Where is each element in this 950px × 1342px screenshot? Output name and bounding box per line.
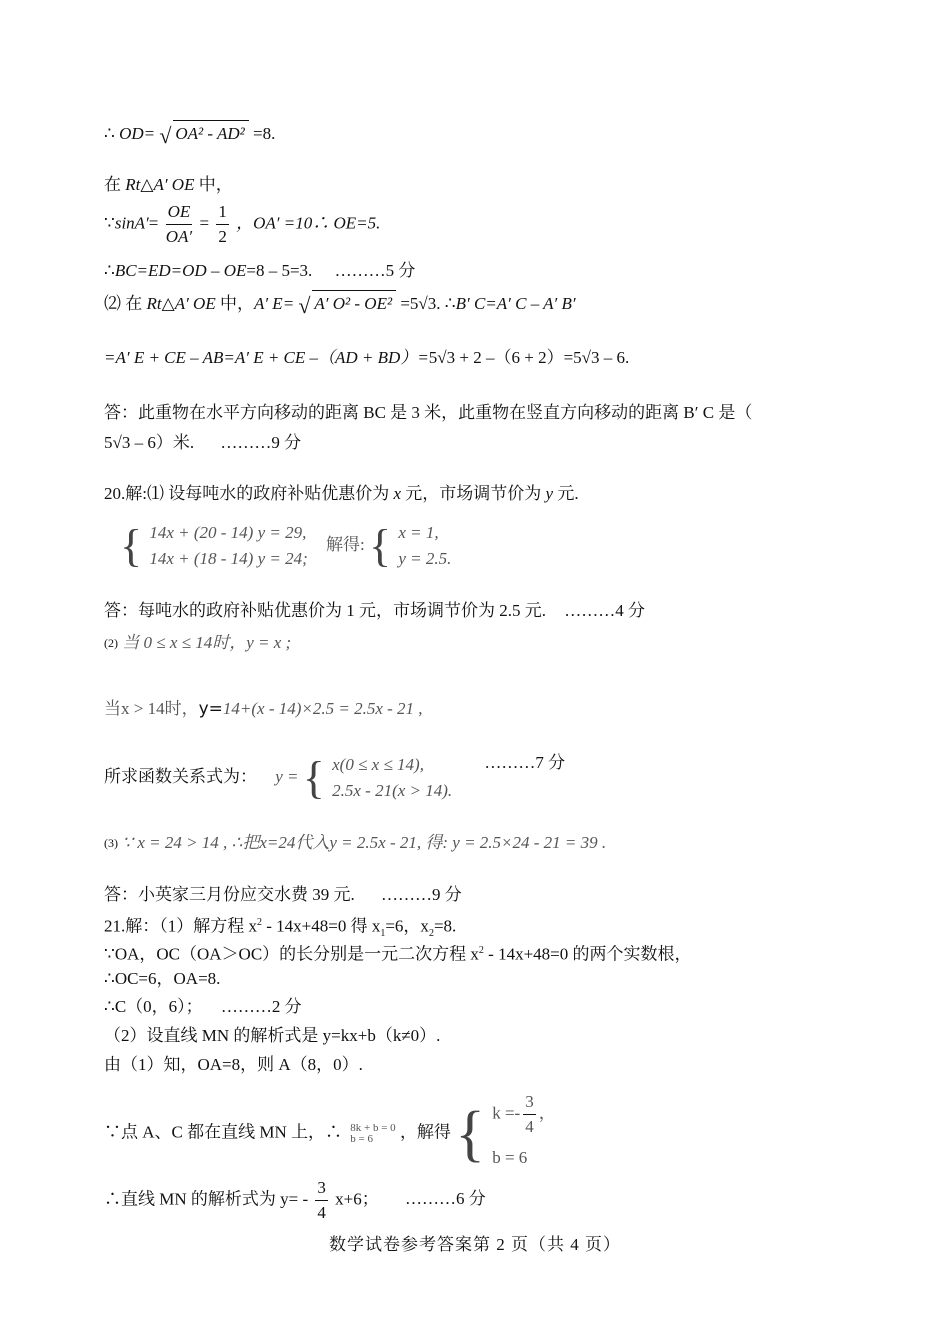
text: =A′ E + CE – AB=A′ E + CE –（AD + BD）= (104, 348, 429, 367)
text: x (393, 484, 402, 503)
text: k =- (492, 1103, 521, 1123)
text: y (545, 484, 554, 503)
because-sym: ∵ (104, 213, 115, 233)
score-mark: ………9 分 (381, 885, 462, 904)
q21-system (104, 1090, 556, 1177)
text: A′ OE (153, 175, 195, 194)
therefore-sym: ∴ (104, 261, 115, 280)
system-equations (149, 520, 307, 572)
solution: x = 1, (398, 523, 439, 542)
part-number: (3) (104, 836, 118, 850)
text: ∴直线 MN 的解析式为 y= - (104, 1189, 309, 1209)
answer-20-3 (104, 884, 462, 906)
numerator: OE (166, 200, 193, 225)
answer-19: 答：此重物在水平方向移动的距离 BC 是 3 米，此重物在竖直方向移动的距离 B′ C 是（ (104, 403, 753, 422)
q20-2-case2 (104, 698, 423, 720)
score-mark: ………2 分 (220, 997, 302, 1016)
text: 20.解:⑴ 设每吨水的政府补贴优惠价为 (104, 484, 394, 503)
q21-2: （2）设直线 MN 的解析式是 y=kx+b（k≠0）. (104, 1026, 441, 1045)
brace-left: { (302, 752, 325, 803)
k-solution (492, 1090, 556, 1139)
text: BC=ED=OD – OE (114, 261, 247, 280)
equation: 8k + b = 0 (350, 1121, 396, 1134)
denominator: 4 (317, 1203, 326, 1222)
answer-20-1 (104, 600, 645, 622)
q21-point-a: 由（1）知，OA=8，则 A（8，0）. (104, 1055, 363, 1074)
solution: y = 2.5. (398, 549, 452, 568)
subscript: 2 (428, 928, 434, 940)
numerator: 3 (523, 1090, 536, 1115)
text: 元. (553, 484, 579, 503)
text: y= (198, 699, 223, 719)
text: + 2 –（6 + 2）= (455, 348, 574, 367)
q20-2-case1 (104, 632, 291, 654)
line-part2 (104, 290, 576, 318)
text: 元，市场调节价为 (401, 484, 546, 503)
text: ⑵ 在 (104, 294, 147, 313)
text: 当x > 14时， (104, 699, 199, 718)
text: 5√3 (104, 433, 131, 452)
text: 5√3 (428, 348, 456, 367)
line-sin (104, 200, 380, 249)
numerator: 3 (315, 1176, 328, 1201)
text: 解得: (326, 534, 365, 554)
brace-left: { (120, 520, 143, 571)
denominator: 2 (218, 227, 227, 246)
od-result: =8. (252, 124, 276, 143)
text: ∵点 A、C 都在直线 MN 上，∴ (104, 1122, 343, 1142)
text: sinA′ (114, 213, 149, 233)
piecewise-function (332, 752, 452, 804)
text: 中， (215, 294, 254, 313)
text: ，解得 (399, 1122, 451, 1142)
q21-point-c (104, 996, 302, 1018)
text: y = (275, 766, 299, 786)
text: =8 – 5=3. (246, 261, 313, 280)
superscript: 2 (478, 945, 484, 956)
q20-heading (104, 483, 579, 505)
od-label: OD= (119, 124, 156, 143)
text: 答：小英家三月份应交水费 39 元. (104, 885, 355, 904)
fraction-oe-oa (166, 200, 193, 249)
text: – 6. (599, 348, 630, 367)
score-mark: ………4 分 (564, 601, 645, 620)
numerator: 1 (216, 200, 229, 225)
text: 14+(x - 14)×2.5 = 2.5x - 21 , (222, 699, 423, 718)
score-mark: ………9 分 (220, 433, 302, 452)
mini-system (350, 1123, 395, 1145)
superscript: 2 (257, 917, 262, 928)
line-bc-calc (104, 347, 629, 369)
sqrt-radicand: OA² - AD² (173, 120, 248, 145)
text: - 14x+48=0 得 x (262, 916, 381, 936)
text: ∵OA，OC（OA＞OC）的长分别是一元二次方程 x (104, 944, 479, 964)
text: =8. (433, 916, 457, 936)
sqrt-oa-ad: √ OA² - AD² (159, 120, 248, 145)
text: 在 (104, 175, 126, 194)
text: . ∴ (436, 294, 456, 313)
text: 当 0 ≤ x ≤ 14时，y = x ; (122, 633, 292, 652)
text: 5√3 (409, 294, 437, 313)
therefore-sym: ∴ (104, 124, 115, 143)
subscript: 1 (380, 928, 386, 940)
piece: 2.5x - 21(x > 14). (332, 781, 453, 800)
fraction-three-quarters (315, 1176, 328, 1225)
q21-oc-oa: ∴OC=6，OA=8. (104, 969, 221, 988)
equation: b = 6 (350, 1132, 373, 1145)
piece: x(0 ≤ x ≤ 14), (332, 755, 424, 774)
sqrt-radicand: A′ O² - OE² (312, 290, 396, 315)
score-mark: ………5 分 (334, 261, 416, 280)
equation-system-1 (120, 520, 451, 572)
score-mark: ………6 分 (405, 1189, 486, 1209)
q20-function (104, 752, 565, 804)
text: 21.解：（1）解方程 x (104, 916, 257, 936)
equation: 14x + (18 - 14) y = 24; (149, 549, 308, 568)
text: x+6； (335, 1189, 379, 1209)
text: 中， (194, 175, 233, 194)
part-number: (2) (104, 636, 118, 650)
line-od (104, 120, 276, 148)
equation: 14x + (20 - 14) y = 29, (149, 523, 307, 542)
text: 5√3 (573, 348, 600, 367)
text: Rt (146, 294, 162, 313)
score-mark: ………7 分 (484, 753, 566, 772)
system-solution (398, 520, 451, 572)
text: ， (538, 1103, 556, 1123)
text: ∴C（0，6）； (104, 997, 203, 1016)
text: B′ C=A′ C – A′ B′ (455, 294, 576, 313)
denominator: 4 (525, 1117, 534, 1136)
solution-system (492, 1090, 556, 1177)
text: = (148, 213, 159, 233)
q21-roots (104, 940, 692, 966)
fraction-one-half (216, 200, 229, 249)
q20-3 (104, 832, 606, 854)
fraction-three-quarters (523, 1090, 536, 1139)
triangle-sym: △ (161, 294, 175, 313)
text: - 14x+48=0 的两个实数根， (483, 944, 692, 964)
text: ，OA′ =10∴ OE=5. (236, 213, 381, 233)
text: = (400, 294, 410, 313)
brace-left: { (455, 1099, 485, 1168)
text: A′ E= (253, 294, 295, 313)
brace-left: { (369, 520, 392, 571)
line-rt-triangle (104, 174, 233, 196)
page-footer: 数学试卷参考答案第 2 页（共 4 页） (329, 1235, 621, 1254)
text: Rt (125, 175, 141, 194)
text: ∵ x = 24 > 14 , ∴把x=24代入y = 2.5x - 21, 得: y = 2.5×24 - 21 = 39 . (122, 833, 607, 852)
q21-line-mn (104, 1176, 486, 1225)
text: A′ OE (174, 294, 216, 313)
denominator: OA′ (165, 227, 193, 246)
sqrt-ao-oe: √ A′ O² - OE² (298, 290, 396, 315)
text: – 6）米. (130, 433, 195, 452)
text: 答：每吨水的政府补贴优惠价为 1 元，市场调节价为 2.5 元. (104, 601, 546, 620)
text: = (199, 213, 210, 233)
text: 所求函数关系式为： (104, 766, 257, 786)
text: =6，x (385, 916, 429, 936)
line-bc (104, 260, 415, 282)
answer-19-cont (104, 432, 301, 454)
triangle-sym: △ (140, 175, 154, 194)
b-solution: b = 6 (492, 1148, 528, 1167)
